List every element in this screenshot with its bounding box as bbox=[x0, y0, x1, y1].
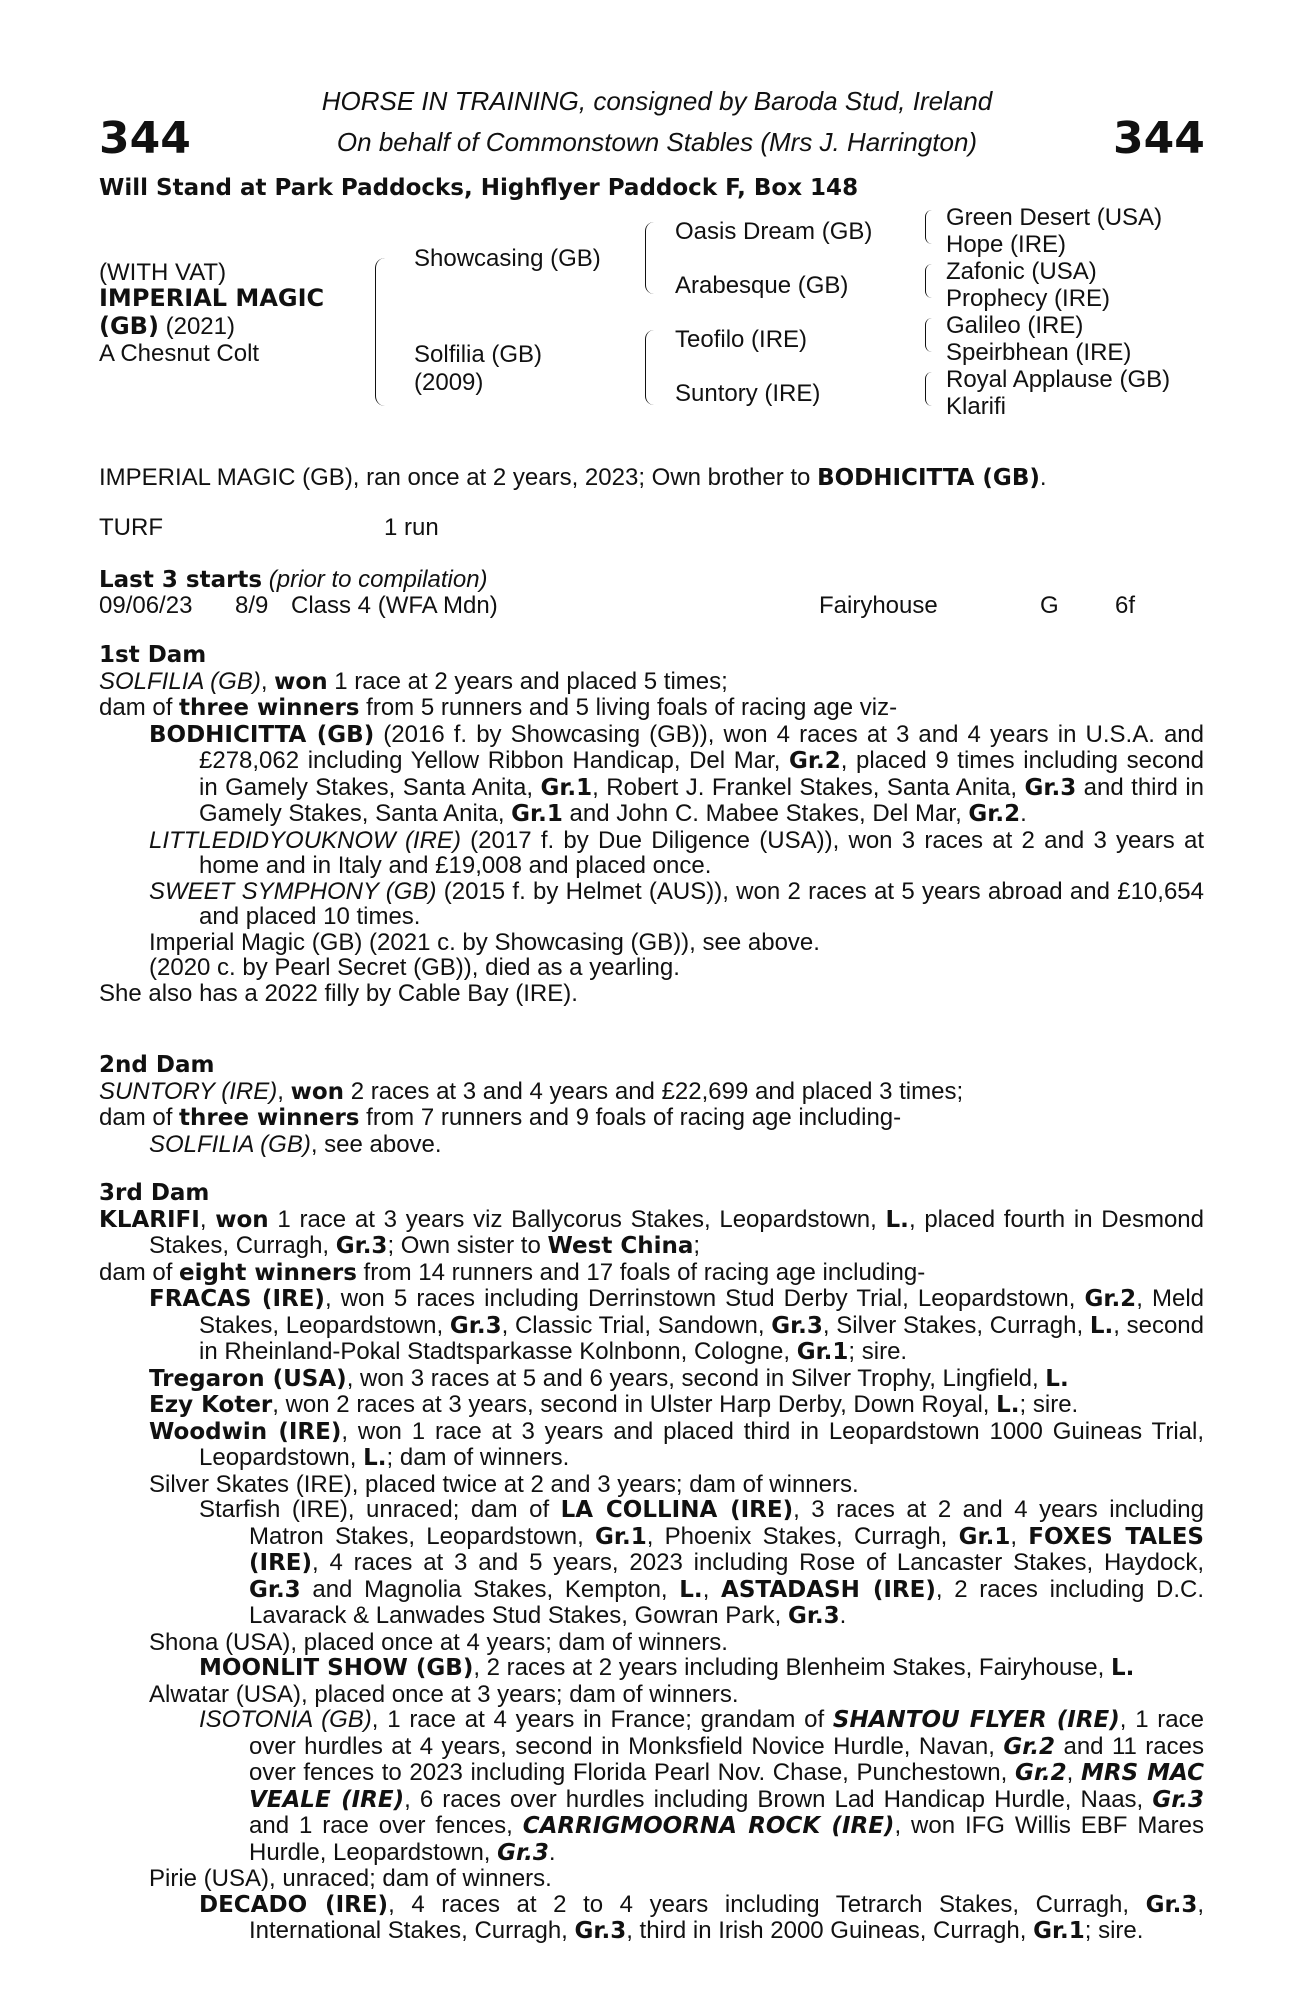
lot-number-right: 344 bbox=[1113, 113, 1205, 164]
horse-country-year bbox=[99, 313, 235, 340]
first-dam-heading: 1st Dam bbox=[99, 642, 207, 668]
pedigree-ss-dam: Hope (IRE) bbox=[946, 231, 1067, 258]
horse-description: A Chesnut Colt bbox=[99, 340, 260, 367]
horse-name: IMPERIAL MAGIC bbox=[99, 284, 325, 312]
pedigree-dam-sire: Teofilo (IRE) bbox=[675, 326, 808, 353]
on-behalf-line: On behalf of Commonstown Stables (Mrs J. Harrington) bbox=[336, 127, 978, 157]
start-position: 8/9 bbox=[235, 592, 269, 619]
alwatar-produce bbox=[149, 1707, 1204, 1866]
summary-sibling: BODHICITTA (GB) bbox=[817, 465, 1040, 491]
produce-littledidyouknow: LITTLEDIDYOUKNOW (IRE) (2017 f. by Due Diligence (USA)), won 3 races at 2 and 3 years at home and in Italy and £19,008 and placed once. bbox=[149, 826, 1204, 879]
third-dam-heading: 3rd Dam bbox=[99, 1180, 210, 1206]
produce-tregaron: Tregaron (USA), won 3 races at 5 and 6 years, second in Silver Trophy, Lingfield, L. bbox=[149, 1364, 1069, 1392]
second-dam-produce-solfilia: SOLFILIA (GB), see above. bbox=[149, 1130, 442, 1158]
pedigree-brace-g4 bbox=[925, 372, 932, 406]
pedigree-dam: Solfilia (GB) bbox=[414, 341, 543, 368]
third-dam-produce-summary: dam of eight winners from 14 runners and 17 foals of racing age including- bbox=[99, 1258, 926, 1286]
start-course: Fairyhouse bbox=[819, 592, 938, 619]
pedigree-brace-g1 bbox=[925, 210, 932, 244]
consignor-line: HORSE IN TRAINING, consigned by Baroda Stud, Ireland bbox=[321, 86, 993, 116]
produce-pirie: Pirie (USA), unraced; dam of winners. bbox=[149, 1865, 552, 1892]
pedigree-brace-dam bbox=[645, 330, 654, 405]
first-dam-produce bbox=[99, 722, 1204, 981]
last-starts-heading: Last 3 starts (prior to compilation) bbox=[99, 566, 488, 593]
pedigree-sire: Showcasing (GB) bbox=[414, 245, 601, 272]
produce-imperial-magic: Imperial Magic (GB) (2021 c. by Showcasing (GB)), see above. bbox=[149, 928, 820, 956]
pedigree-sd-sire: Zafonic (USA) bbox=[946, 258, 1097, 285]
record-surface: TURF bbox=[99, 514, 163, 541]
pedigree-brace-main bbox=[375, 258, 386, 406]
pedigree-brace-sire bbox=[645, 222, 654, 294]
summary-text: IMPERIAL MAGIC (GB), ran once at 2 years, 2023; Own brother to bbox=[99, 464, 818, 491]
pedigree-sire-dam: Arabesque (GB) bbox=[675, 272, 849, 299]
pedigree-ds-dam: Speirbhean (IRE) bbox=[946, 339, 1132, 366]
produce-fracas: FRACAS (IRE), won 5 races including Derrinstown Stud Derby Trial, Leopardstown, Gr.2, Meld Stakes, Leopardstown, Gr.3, Classic Trial, Sandown, Gr.3, Silver Stakes, Curragh, L., second in Rheinland-Pokal Stadtsparkasse Kolnbonn, Cologne, Gr.1; sire. bbox=[149, 1285, 1205, 1365]
pedigree-dam-year: (2009) bbox=[414, 369, 484, 396]
produce-shona: Shona (USA), placed once at 4 years; dam of winners. bbox=[149, 1628, 728, 1656]
produce-isotonia: ISOTONIA (GB), 1 race at 4 years in France; grandam of SHANTOU FLYER (IRE), 1 race over hurdles at 4 years, second in Monksfield Novice Hurdle, Navan, Gr.2 and 11 races over fences to 2023 including Florida Pearl Nov. Chase, Punchestown, Gr.2, MRS MAC VEALE (IRE), 6 races over hurdles including Brown Lad Handicap Hurdle, Naas, Gr.3 and 1 race over fences, CARRIGMOORNA ROCK (IRE), won IFG Willis EBF Mares Hurdle, Leopardstown, Gr.3. bbox=[199, 1706, 1204, 1866]
third-dam-produce bbox=[99, 1286, 1204, 1945]
produce-alwatar: Alwatar (USA), placed once at 3 years; dam of winners. bbox=[149, 1680, 739, 1708]
produce-woodwin: Woodwin (IRE), won 1 race at 3 years and placed third in Leopardstown 1000 Guineas Trial, Leopardstown, L.; dam of winners. bbox=[149, 1417, 1205, 1471]
horse-year: (2021) bbox=[165, 313, 235, 340]
pirie-produce bbox=[149, 1892, 1204, 1945]
produce-bodhicitta: BODHICITTA (GB) (2016 f. by Showcasing (GB)), won 4 races at 3 and 4 years in U.S.A. and £278,062 including Yellow Ribbon Handicap, Del Mar, Gr.2, placed 9 times including second in Gamely Stakes, Santa Anita, Gr.1, Robert J. Frankel Stakes, Santa Anita, Gr.3 and third in Gamely Stakes, Santa Anita, Gr.1 and John C. Mabee Stakes, Del Mar, Gr.2. bbox=[149, 720, 1205, 827]
start-date: 09/06/23 bbox=[99, 592, 193, 619]
second-dam-heading: 2nd Dam bbox=[99, 1052, 215, 1078]
pedigree-ds-sire: Galileo (IRE) bbox=[946, 312, 1084, 339]
produce-decado: DECADO (IRE), 4 races at 2 to 4 years including Tetrarch Stakes, Curragh, Gr.3, International Stakes, Curragh, Gr.3, third in Irish 2000 Guineas, Curragh, Gr.1; sire. bbox=[199, 1890, 1204, 1944]
pedigree-ss-sire: Green Desert (USA) bbox=[946, 204, 1163, 231]
pedigree-sire-sire: Oasis Dream (GB) bbox=[675, 218, 873, 245]
pedigree-dd-dam: Klarifi bbox=[946, 393, 1007, 420]
stand-location: Will Stand at Park Paddocks, Highflyer Paddock F, Box 148 bbox=[99, 175, 859, 201]
produce-sweet-symphony: SWEET SYMPHONY (GB) (2015 f. by Helmet (AUS)), won 2 races at 5 years abroad and £10,654 and placed 10 times. bbox=[149, 877, 1204, 930]
vat-note: (WITH VAT) bbox=[99, 259, 227, 286]
pedigree-brace-g2 bbox=[925, 264, 932, 298]
start-distance: 6f bbox=[1115, 592, 1136, 619]
pedigree-sd-dam: Prophecy (IRE) bbox=[946, 285, 1111, 312]
first-dam-section bbox=[99, 643, 1204, 1006]
pedigree-brace-g3 bbox=[925, 318, 932, 352]
start-going: G bbox=[1040, 592, 1059, 619]
summary-line: IMPERIAL MAGIC (GB), ran once at 2 years, 2023; Own brother to BODHICITTA (GB). bbox=[99, 464, 1047, 491]
second-dam-section bbox=[99, 1053, 1204, 1157]
second-dam-produce-summary: dam of three winners from 7 runners and 9 foals of racing age including- bbox=[99, 1104, 902, 1131]
produce-ezy-koter: Ezy Koter, won 2 races at 3 years, second in Ulster Harp Derby, Down Royal, L.; sire. bbox=[149, 1391, 1079, 1418]
record-runs: 1 run bbox=[384, 514, 439, 541]
first-dam-2022-filly: She also has a 2022 filly by Cable Bay (IRE). bbox=[99, 979, 578, 1007]
pedigree-dam-dam: Suntory (IRE) bbox=[675, 380, 821, 407]
start-race: Class 4 (WFA Mdn) bbox=[291, 592, 498, 619]
pedigree-dd-sire: Royal Applause (GB) bbox=[946, 366, 1171, 393]
produce-moonlit-show: MOONLIT SHOW (GB), 2 races at 2 years including Blenheim Stakes, Fairyhouse, L. bbox=[199, 1654, 1135, 1681]
silver-skates-produce bbox=[149, 1497, 1204, 1630]
first-dam-line: SOLFILIA (GB), won 1 race at 2 years and placed 5 times; bbox=[99, 667, 728, 695]
produce-silver-skates: Silver Skates (IRE), placed twice at 2 and 3 years; dam of winners. bbox=[149, 1470, 859, 1498]
third-dam-line: KLARIFI, won 1 race at 3 years viz Ballycorus Stakes, Leopardstown, L., placed fourth in Desmond Stakes, Curragh, Gr.3; Own sister to West China; bbox=[99, 1205, 1204, 1259]
first-dam-produce-summary: dam of three winners from 5 runners and 5 living foals of racing age viz- bbox=[99, 694, 898, 721]
produce-2020-colt: (2020 c. by Pearl Secret (GB)), died as a yearling. bbox=[149, 954, 680, 981]
produce-starfish: Starfish (IRE), unraced; dam of LA COLLINA (IRE), 3 races at 2 and 4 years including Matron Stakes, Leopardstown, Gr.1, Phoenix Stakes, Curragh, Gr.1, FOXES TALES (IRE), 4 races at 3 and 5 years, 2023 including Rose of Lancaster Stakes, Haydock, Gr.3 and Magnolia Stakes, Kempton, L., ASTADASH (IRE), 2 races including D.C. Lavarack & Lanwades Stud Stakes, Gowran Park, Gr.3. bbox=[199, 1496, 1204, 1629]
second-dam-line: SUNTORY (IRE), won 2 races at 3 and 4 years and £22,699 and placed 3 times; bbox=[99, 1077, 964, 1105]
horse-country: (GB) bbox=[99, 312, 159, 340]
third-dam-section bbox=[99, 1181, 1204, 1945]
lot-number-left: 344 bbox=[99, 113, 191, 164]
